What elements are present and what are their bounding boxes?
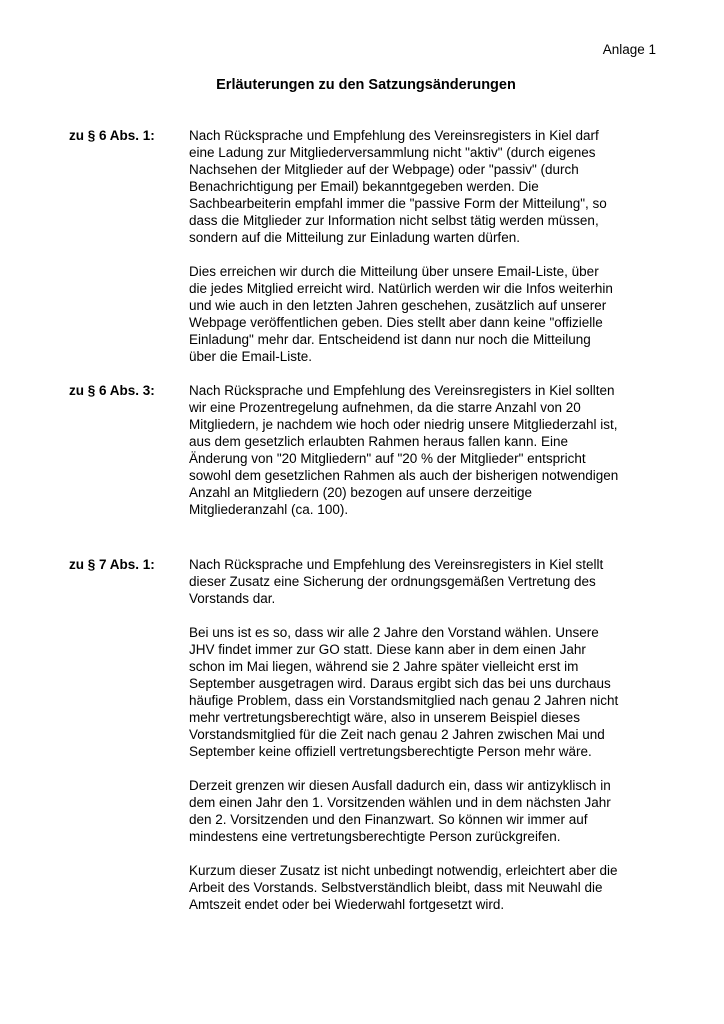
paragraph <box>189 624 669 760</box>
text-line: Nach Rücksprache und Empfehlung des Vereinsregisters in Kiel sollten <box>189 383 615 398</box>
text-line: JHV findet immer zur GO statt. Diese kann aber in dem einen Jahr <box>189 642 586 657</box>
text-line: Mitgliedern, je nachdem wie hoch oder niedrig unsere Mitgliederzahl ist, <box>189 417 618 432</box>
text-line: Sachbearbeiterin empfahl immer die "passive Form der Mitteilung", so <box>189 196 607 211</box>
text-line: Dies erreichen wir durch die Mitteilung über unsere Email-Liste, über <box>189 264 599 279</box>
text-line: dieser Zusatz eine Sicherung der ordnungsgemäßen Vertretung des <box>189 574 596 589</box>
text-line: wir eine Prozentregelung aufnehmen, da die starre Anzahl von 20 <box>189 400 581 415</box>
text-line: dem einen Jahr den 1. Vorsitzenden wählen und in dem nächsten Jahr <box>189 795 611 810</box>
text-line: Arbeit des Vorstands. Selbstverständlich bleibt, dass mit Neuwahl die <box>189 880 603 895</box>
text-line: Webpage veröffentlichen geben. Dies stellt aber dann keine "offizielle <box>189 315 603 330</box>
text-line: Derzeit grenzen wir diesen Ausfall dadurch ein, dass wir antizyklisch in <box>189 778 611 793</box>
text-line: schon im Mai liegen, während sie 2 Jahre später vielleicht erst im <box>189 659 579 674</box>
text-line: Benachrichtigung per Email) bekanntgegeben werden. Die <box>189 179 539 194</box>
text-line: Nach Rücksprache und Empfehlung des Vereinsregisters in Kiel darf <box>189 128 599 143</box>
text-line: Einladung" mehr dar. Entscheidend ist dann nur noch die Mitteilung <box>189 332 591 347</box>
text-line: Mitgliederanzahl (ca. 100). <box>189 502 349 517</box>
text-line: Vorstandsmitglied für die Zeit nach genau 2 Jahren zwischen Mai und <box>189 727 605 742</box>
text-line: Nachsehen der Mitglieder auf der Webpage) oder "passiv" (durch <box>189 162 579 177</box>
section-body <box>189 127 669 382</box>
text-line: die jedes Mitglied erreicht wird. Natürlich werden wir die Infos weiterhin <box>189 281 613 296</box>
text-line: aus dem gesetzlich erlaubten Rahmen heraus fallen kann. Eine <box>189 434 568 449</box>
text-line: den 2. Vorsitzenden und den Finanzwart. So können wir immer auf <box>189 812 588 827</box>
document-title: Erläuterungen zu den Satzungsänderungen <box>216 77 516 93</box>
paragraph <box>189 777 669 845</box>
text-line: Kurzum dieser Zusatz ist nicht unbedingt notwendig, erleichtert aber die <box>189 863 618 878</box>
paragraph <box>189 556 669 607</box>
paragraph <box>189 127 669 246</box>
section-label: zu § 7 Abs. 1: <box>69 557 155 572</box>
text-line: Änderung von "20 Mitgliedern" auf "20 % der Mitglieder" entspricht <box>189 451 586 466</box>
text-line: Anzahl an Mitgliedern (20) bezogen auf unsere derzeitige <box>189 485 532 500</box>
text-line: sondern auf die Mitteilung zur Einladung warten dürfen. <box>189 230 520 245</box>
text-line: Bei uns ist es so, dass wir alle 2 Jahre den Vorstand wählen. Unsere <box>189 625 599 640</box>
text-line: sowohl dem gesetzlichen Rahmen als auch der bisherigen notwendigen <box>189 468 619 483</box>
text-line: September ausgetragen wird. Daraus ergibt sich das bei uns durchaus <box>189 676 611 691</box>
section-body <box>189 556 669 930</box>
text-line: Vorstands dar. <box>189 591 276 606</box>
text-line: dass die Mitglieder zur Information nicht selbst tätig werden müssen, <box>189 213 599 228</box>
text-line: mehr vertretungsberechtigt wäre, also in unserem Beispiel dieses <box>189 710 580 725</box>
text-line: und wie auch in den letzten Jahren geschehen, zusätzlich auf unserer <box>189 298 607 313</box>
text-line: häufige Problem, dass ein Vorstandsmitglied nach genau 2 Jahren nicht <box>189 693 619 708</box>
annex-label: Anlage 1 <box>602 42 656 57</box>
text-line: über die Email-Liste. <box>189 349 313 364</box>
text-line: mindestens eine vertretungsberechtigte Person zurückgreifen. <box>189 829 561 844</box>
text-line: eine Ladung zur Mitgliederversammlung nicht "aktiv" (durch eigenes <box>189 145 596 160</box>
paragraph <box>189 263 669 365</box>
text-line: September keine offiziell vertretungsberechtigte Person mehr wäre. <box>189 744 592 759</box>
text-line: Amtszeit endet oder bei Wiederwahl fortgesetzt wird. <box>189 897 505 912</box>
paragraph <box>189 862 669 913</box>
section-label: zu § 6 Abs. 1: <box>69 128 155 143</box>
text-line: Nach Rücksprache und Empfehlung des Vereinsregisters in Kiel stellt <box>189 557 604 572</box>
paragraph <box>189 382 669 518</box>
section-label: zu § 6 Abs. 3: <box>69 383 155 398</box>
section-body <box>189 382 669 535</box>
